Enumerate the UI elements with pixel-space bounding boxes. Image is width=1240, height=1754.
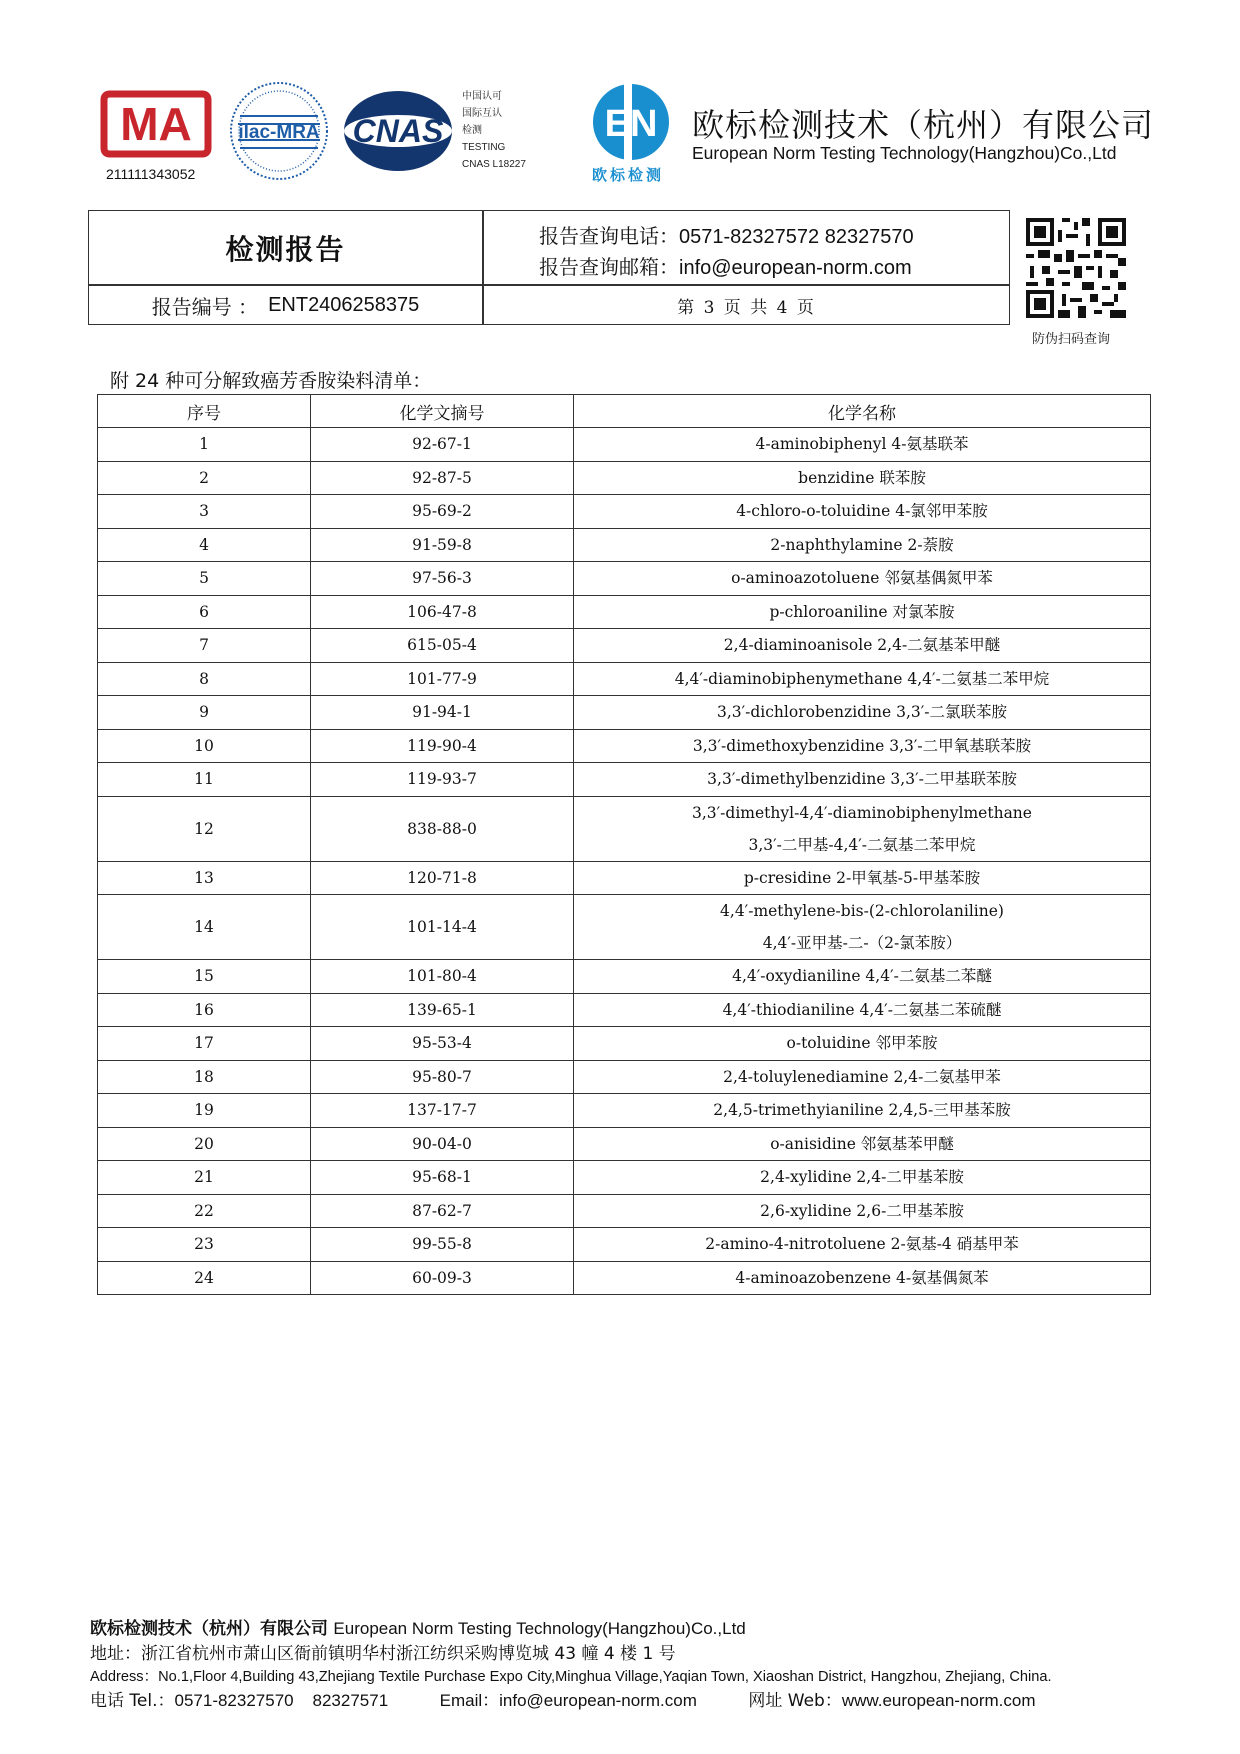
row-number: 5 bbox=[98, 562, 311, 596]
row-chemical-name bbox=[574, 861, 1151, 895]
report-number-value: ENT2406258375 bbox=[268, 293, 420, 316]
row-number: 2 bbox=[98, 461, 311, 495]
row-cas-number: 87-62-7 bbox=[311, 1194, 574, 1228]
chemical-name-line: o-toluidine 邻甲苯胺 bbox=[786, 1034, 938, 1053]
table-row bbox=[98, 1261, 1151, 1295]
substance-table bbox=[97, 394, 1151, 1295]
report-contact bbox=[539, 221, 914, 283]
table-row bbox=[98, 629, 1151, 663]
footer-address-en: Address：No.1,Floor 4,Building 43,Zhejiang Textile Purchase Expo City,Minghua Village,Yaqian Town, Xiaoshan District, Hangzhou, Zhejiang, China. bbox=[90, 1669, 1052, 1685]
row-chemical-name bbox=[574, 528, 1151, 562]
row-chemical-name bbox=[574, 495, 1151, 529]
cnas-logo bbox=[342, 88, 454, 174]
header-no: 序号 bbox=[98, 395, 311, 428]
row-chemical-name bbox=[574, 562, 1151, 596]
ilac-logo-text: ilac-MRA bbox=[238, 122, 320, 143]
row-chemical-name bbox=[574, 1060, 1151, 1094]
footer-tel: 0571-82327570 82327571 bbox=[174, 1691, 389, 1710]
row-chemical-name bbox=[574, 461, 1151, 495]
row-cas-number: 615-05-4 bbox=[311, 629, 574, 663]
chemical-name-line: 2,4-diaminoanisole 2,4-二氨基苯甲醚 bbox=[723, 636, 1001, 655]
report-title: 检测报告 bbox=[225, 232, 346, 266]
cma-code: 211111343052 bbox=[106, 166, 196, 182]
row-chemical-name bbox=[574, 895, 1151, 960]
qr-code-icon[interactable] bbox=[1026, 218, 1126, 318]
chemical-name-line: p-cresidine 2-甲氧基-5-甲基苯胺 bbox=[743, 868, 981, 887]
row-chemical-name bbox=[574, 960, 1151, 994]
footer-email-label: Email： bbox=[439, 1691, 500, 1710]
row-cas-number: 119-90-4 bbox=[311, 729, 574, 763]
footer-website[interactable]: www.european-norm.com bbox=[841, 1691, 1036, 1710]
row-cas-number: 92-67-1 bbox=[311, 428, 574, 462]
table-row bbox=[98, 428, 1151, 462]
table-row bbox=[98, 662, 1151, 696]
row-number: 1 bbox=[98, 428, 311, 462]
table-row bbox=[98, 461, 1151, 495]
row-cas-number: 119-93-7 bbox=[311, 763, 574, 797]
phone-label: 报告查询电话： bbox=[539, 224, 679, 248]
chemical-name-line: 4,4′-methylene-bis-(2-chlorolaniline) bbox=[720, 902, 1004, 920]
row-chemical-name bbox=[574, 1261, 1151, 1295]
row-number: 18 bbox=[98, 1060, 311, 1094]
row-cas-number: 99-55-8 bbox=[311, 1228, 574, 1262]
table-row bbox=[98, 763, 1151, 797]
row-chemical-name bbox=[574, 796, 1151, 861]
chemical-name-line: 3,3′-二甲基-4,4′-二氨基二苯甲烷 bbox=[748, 835, 976, 854]
qr-label: 防伪扫码查询 bbox=[1032, 332, 1111, 347]
row-number: 20 bbox=[98, 1127, 311, 1161]
footer-company-en: European Norm Testing Technology(Hangzhou)Co.,Ltd bbox=[333, 1619, 746, 1638]
chemical-name-line: 4,4′-亚甲基-二-（2-氯苯胺） bbox=[762, 934, 962, 952]
row-number: 4 bbox=[98, 528, 311, 562]
chemical-name-line: 2,6-xylidine 2,6-二甲基苯胺 bbox=[760, 1201, 964, 1220]
cnas-accreditation-text: 中国认可 国际互认 检测 TESTING CNAS L18227 bbox=[462, 91, 526, 170]
company-name-en: European Norm Testing Technology(Hangzhou)Co.,Ltd bbox=[692, 143, 1117, 163]
chemical-name-line: 4-chloro-o-toluidine 4-氯邻甲苯胺 bbox=[736, 502, 988, 521]
chemical-name-line: 4,4′-oxydianiline 4,4′-二氨基二苯醚 bbox=[732, 967, 992, 986]
chemical-name-line: benzidine 联苯胺 bbox=[798, 468, 926, 487]
table-row bbox=[98, 993, 1151, 1027]
row-cas-number: 91-59-8 bbox=[311, 528, 574, 562]
row-cas-number: 101-77-9 bbox=[311, 662, 574, 696]
row-cas-number: 95-80-7 bbox=[311, 1060, 574, 1094]
row-chemical-name bbox=[574, 729, 1151, 763]
row-cas-number: 137-17-7 bbox=[311, 1094, 574, 1128]
row-cas-number: 95-69-2 bbox=[311, 495, 574, 529]
table-header-row bbox=[98, 395, 1151, 428]
row-cas-number: 101-80-4 bbox=[311, 960, 574, 994]
table-row bbox=[98, 895, 1151, 960]
row-chemical-name bbox=[574, 1228, 1151, 1262]
chemical-name-line: 4-aminoazobenzene 4-氨基偶氮苯 bbox=[735, 1268, 989, 1287]
email-label: 报告查询邮箱： bbox=[539, 255, 679, 279]
table-row bbox=[98, 729, 1151, 763]
row-number: 16 bbox=[98, 993, 311, 1027]
table-row bbox=[98, 1060, 1151, 1094]
row-number: 9 bbox=[98, 696, 311, 730]
row-cas-number: 60-09-3 bbox=[311, 1261, 574, 1295]
chemical-name-line: 4,4′-diaminobiphenymethane 4,4′-二氨基二苯甲烷 bbox=[674, 669, 1050, 688]
row-number: 13 bbox=[98, 861, 311, 895]
chemical-name-line: p-chloroaniline 对氯苯胺 bbox=[769, 602, 955, 621]
row-number: 11 bbox=[98, 763, 311, 797]
row-number: 6 bbox=[98, 595, 311, 629]
chemical-name-line: 2-naphthylamine 2-萘胺 bbox=[770, 535, 954, 554]
en-logo-text: EN bbox=[604, 103, 658, 145]
row-number: 17 bbox=[98, 1027, 311, 1061]
row-chemical-name bbox=[574, 763, 1151, 797]
chemical-name-line: 2,4-toluylenediamine 2,4-二氨基甲苯 bbox=[723, 1067, 1001, 1086]
table-row bbox=[98, 1027, 1151, 1061]
chemical-name-line: 3,3′-dimethyl-4,4′-diaminobiphenylmethane bbox=[692, 803, 1032, 822]
row-cas-number: 91-94-1 bbox=[311, 696, 574, 730]
row-number: 14 bbox=[98, 895, 311, 960]
table-row bbox=[98, 495, 1151, 529]
table-row bbox=[98, 1228, 1151, 1262]
page-footer bbox=[90, 1616, 1200, 1714]
chemical-name-line: 3,3′-dimethylbenzidine 3,3′-二甲基联苯胺 bbox=[707, 770, 1017, 789]
page-indicator: 第 3 页 共 4 页 bbox=[677, 297, 816, 318]
row-number: 23 bbox=[98, 1228, 311, 1262]
row-cas-number: 95-68-1 bbox=[311, 1161, 574, 1195]
row-cas-number: 101-14-4 bbox=[311, 895, 574, 960]
table-row bbox=[98, 528, 1151, 562]
row-chemical-name bbox=[574, 629, 1151, 663]
chemical-name-line: o-anisidine 邻氨基苯甲醚 bbox=[770, 1134, 954, 1153]
table-row bbox=[98, 960, 1151, 994]
report-phone: 0571-82327572 82327570 bbox=[679, 226, 914, 248]
ilac-mra-logo bbox=[228, 80, 330, 182]
cma-logo bbox=[100, 90, 212, 158]
row-cas-number: 90-04-0 bbox=[311, 1127, 574, 1161]
row-number: 15 bbox=[98, 960, 311, 994]
row-chemical-name bbox=[574, 696, 1151, 730]
footer-email[interactable]: info@european-norm.com bbox=[499, 1691, 697, 1710]
chemical-name-line: 3,3′-dimethoxybenzidine 3,3′-二甲氧基联苯胺 bbox=[692, 736, 1032, 755]
table-row bbox=[98, 595, 1151, 629]
header-cas: 化学文摘号 bbox=[311, 395, 574, 428]
report-email[interactable]: info@european-norm.com bbox=[679, 257, 912, 279]
row-number: 21 bbox=[98, 1161, 311, 1195]
chemical-name-line: 4-aminobiphenyl 4-氨基联苯 bbox=[755, 435, 969, 454]
footer-company-cn: 欧标检测技术（杭州）有限公司 bbox=[90, 1619, 328, 1639]
chemical-name-line: 2,4-xylidine 2,4-二甲基苯胺 bbox=[760, 1168, 964, 1187]
chemical-name-line: o-aminoazotoluene 邻氨基偶氮甲苯 bbox=[731, 569, 993, 588]
table-row bbox=[98, 796, 1151, 861]
table-row bbox=[98, 1094, 1151, 1128]
table-row bbox=[98, 696, 1151, 730]
cnas-logo-text: CNAS bbox=[352, 113, 444, 149]
footer-tel-label: 电话 Tel.： bbox=[90, 1691, 175, 1711]
row-cas-number: 97-56-3 bbox=[311, 562, 574, 596]
table-row bbox=[98, 1161, 1151, 1195]
table-row bbox=[98, 1194, 1151, 1228]
row-number: 22 bbox=[98, 1194, 311, 1228]
row-chemical-name bbox=[574, 428, 1151, 462]
row-chemical-name bbox=[574, 1027, 1151, 1061]
row-number: 3 bbox=[98, 495, 311, 529]
list-title: 附 24 种可分解致癌芳香胺染料清单： bbox=[110, 370, 432, 392]
report-number-label: 报告编号 ： bbox=[151, 294, 259, 319]
row-chemical-name bbox=[574, 1194, 1151, 1228]
company-name-cn: 欧标检测技术（杭州）有限公司 bbox=[692, 106, 1155, 144]
row-cas-number: 120-71-8 bbox=[311, 861, 574, 895]
row-chemical-name bbox=[574, 595, 1151, 629]
footer-address-cn: 地址：浙江省杭州市萧山区衙前镇明华村浙江纺织采购博览城 43 幢 4 楼 1 号 bbox=[90, 1644, 676, 1664]
chemical-name-line: 2-amino-4-nitrotoluene 2-氨基-4 硝基甲苯 bbox=[705, 1235, 1019, 1254]
footer-web-label: 网址 Web： bbox=[748, 1691, 842, 1711]
row-number: 12 bbox=[98, 796, 311, 861]
table-row bbox=[98, 861, 1151, 895]
row-chemical-name bbox=[574, 1161, 1151, 1195]
row-number: 10 bbox=[98, 729, 311, 763]
row-number: 24 bbox=[98, 1261, 311, 1295]
row-cas-number: 838-88-0 bbox=[311, 796, 574, 861]
row-cas-number: 92-87-5 bbox=[311, 461, 574, 495]
row-chemical-name bbox=[574, 993, 1151, 1027]
report-number bbox=[89, 285, 482, 325]
chemical-name-line: 4,4′-thiodianiline 4,4′-二氨基二苯硫醚 bbox=[722, 1000, 1002, 1019]
row-number: 19 bbox=[98, 1094, 311, 1128]
table-row bbox=[98, 562, 1151, 596]
table-row bbox=[98, 1127, 1151, 1161]
row-number: 8 bbox=[98, 662, 311, 696]
chemical-name-line: 2,4,5-trimethyianiline 2,4,5-三甲基苯胺 bbox=[713, 1101, 1011, 1120]
cma-logo-text: MA bbox=[120, 98, 192, 150]
row-number: 7 bbox=[98, 629, 311, 663]
row-cas-number: 139-65-1 bbox=[311, 993, 574, 1027]
header-name: 化学名称 bbox=[574, 395, 1151, 428]
row-cas-number: 95-53-4 bbox=[311, 1027, 574, 1061]
report-info-box bbox=[88, 210, 1010, 325]
chemical-name-line: 3,3′-dichlorobenzidine 3,3′-二氯联苯胺 bbox=[716, 703, 1008, 722]
row-chemical-name bbox=[574, 1094, 1151, 1128]
row-cas-number: 106-47-8 bbox=[311, 595, 574, 629]
row-chemical-name bbox=[574, 662, 1151, 696]
en-logo bbox=[590, 80, 672, 164]
row-chemical-name bbox=[574, 1127, 1151, 1161]
en-logo-subtitle: 欧标检测 bbox=[592, 166, 665, 184]
